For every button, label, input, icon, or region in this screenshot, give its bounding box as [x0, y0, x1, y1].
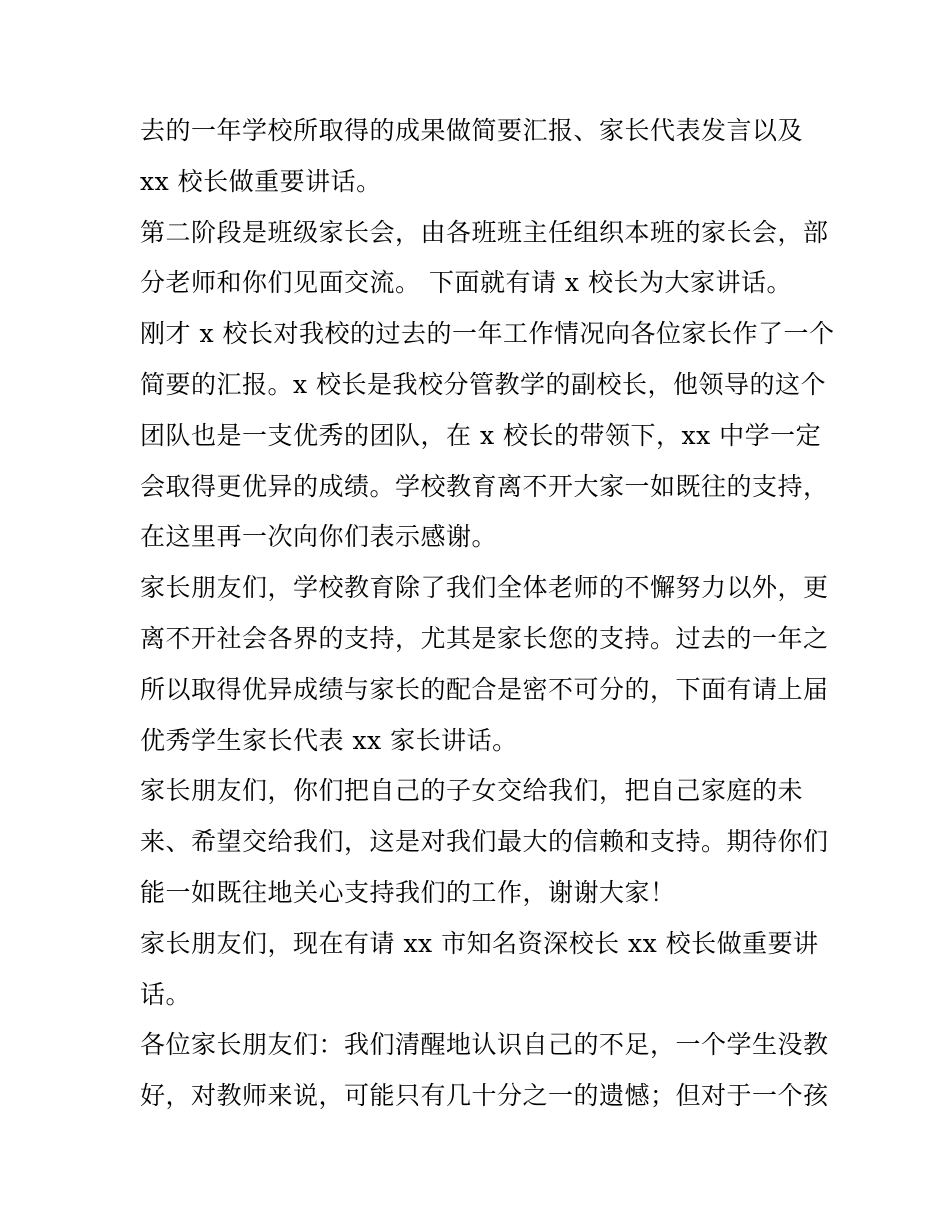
text-line: 各位家长朋友们：我们清醒地认识自己的不足，一个学生没教	[140, 1030, 829, 1060]
text-line: 去的一年学校所取得的成果做简要汇报、家长代表发言以及	[140, 116, 804, 145]
text-line: 刚才 x 校长对我校的过去的一年工作情况向各位家长作了一个	[140, 319, 835, 349]
text-line: 家长朋友们，你们把自己的子女交给我们，把自己家庭的未	[140, 776, 804, 806]
text-line: 会取得更优异的成绩。学校教育离不开大家一如既往的支持，	[140, 471, 829, 501]
text-line: 能一如既往地关心支持我们的工作，谢谢大家！	[140, 877, 676, 907]
text-line: 话。	[140, 979, 192, 1009]
text-line: xx 校长做重要讲话。	[140, 166, 382, 196]
text-line: 团队也是一支优秀的团队，在 x 校长的带领下，xx 中学一定	[140, 420, 822, 450]
text-line: 简要的汇报。x 校长是我校分管教学的副校长，他领导的这个	[140, 369, 827, 399]
text-line: 家长朋友们，学校教育除了我们全体老师的不懈努力以外，更	[140, 573, 829, 603]
text-line: 在这里再一次向你们表示感谢。	[140, 522, 498, 552]
text-line: 所以取得优异成绩与家长的配合是密不可分的，下面有请上届	[140, 674, 829, 704]
text-line: 好，对教师来说，可能只有几十分之一的遗憾；但对于一个孩	[140, 1081, 829, 1111]
text-line: 家长朋友们，现在有请 xx 市知名资深校长 xx 校长做重要讲	[140, 928, 819, 958]
document-body	[140, 106, 835, 1122]
text-line: 离不开社会各界的支持，尤其是家长您的支持。过去的一年之	[140, 623, 829, 653]
text-line: 第二阶段是班级家长会，由各班班主任组织本班的家长会，部	[140, 217, 829, 247]
text-line: 分老师和你们见面交流。 下面就有请 x 校长为大家讲话。	[140, 268, 792, 298]
text-line: 来、希望交给我们，这是对我们最大的信赖和支持。期待你们	[140, 827, 829, 857]
text-line: 优秀学生家长代表 xx 家长讲话。	[140, 725, 518, 755]
